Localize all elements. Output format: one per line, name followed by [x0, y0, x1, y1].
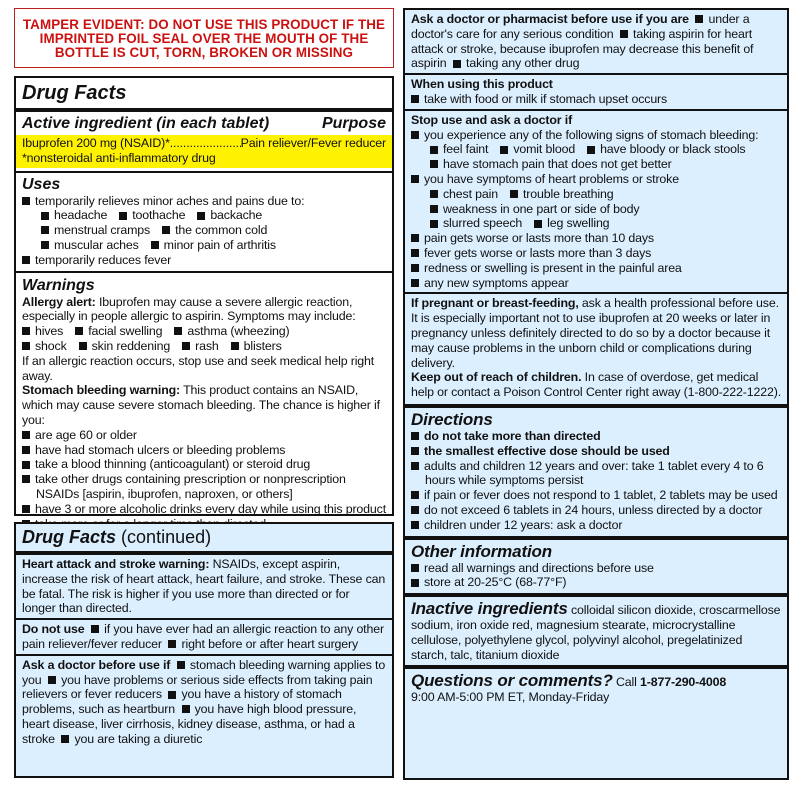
stop-use-label: Stop use and ask a doctor if	[411, 112, 573, 127]
questions-section	[405, 669, 787, 707]
stop-use-section	[405, 111, 787, 295]
ingredient-name: Ibuprofen 200 mg (NSAID)*	[22, 136, 170, 150]
ask-doctor-item: you have high blood pressure, heart disease, liver cirrhosis, kidney disease, asthma, or had a stroke	[22, 702, 357, 746]
warnings-section	[16, 273, 392, 534]
ask-doctor-label: Ask a doctor before use if	[22, 657, 171, 672]
questions-call: Call	[615, 675, 637, 690]
use-item: toothache	[132, 208, 186, 223]
bullet-icon	[41, 212, 49, 220]
drug-facts-title: Drug Facts	[22, 82, 127, 104]
directions-bold-item: do not take more than directed	[424, 428, 601, 443]
ask-pharmacist-item: taking aspirin for heart attack or stroke, because ibuprofen may decrease this benefit of aspirin	[411, 26, 754, 71]
stop-bleed-item: feel faint	[443, 142, 489, 157]
symptom-item: rash	[195, 338, 219, 353]
other-info-title: Other information	[411, 541, 553, 561]
bullet-icon	[411, 175, 419, 183]
bleeding-item: are age 60 or older	[35, 427, 137, 442]
drug-facts-continued-panel	[14, 522, 394, 778]
directions-item: if pain or fever does not respond to 1 tablet, 2 tablets may be used	[424, 488, 778, 503]
bullet-icon	[182, 705, 190, 713]
heart-warning-section	[16, 555, 392, 620]
bullet-icon	[430, 160, 438, 168]
other-info-item: store at 20-25°C (68-77°F)	[424, 575, 567, 590]
use-item: headache	[54, 208, 108, 223]
bullet-icon	[695, 15, 703, 23]
bleeding-item: take other drugs containing prescription or nonprescription NSAIDs [aspirin, ibuprofen, naproxen, or others]	[35, 472, 346, 501]
bullet-icon	[91, 625, 99, 633]
stop-use-intro: you experience any of the following signs of stomach bleeding:	[424, 127, 759, 142]
ask-pharmacist-label: Ask a doctor or pharmacist before use if you are	[411, 12, 689, 26]
bullet-icon	[162, 226, 170, 234]
allergy-alert-label: Allergy alert:	[22, 294, 96, 309]
bullet-icon	[182, 342, 190, 350]
symptom-item: skin reddening	[91, 338, 171, 353]
symptom-item: shock	[35, 338, 67, 353]
do-not-use-label: Do not use	[22, 622, 85, 637]
bullet-icon	[22, 197, 30, 205]
keep-out-text: In case of overdose, get medical help or contact a Poison Control Center right away (1-800-222-1222).	[411, 370, 781, 400]
bullet-icon	[22, 475, 30, 483]
bullet-icon	[534, 220, 542, 228]
inactive-text: colloidal silicon dioxide, croscarmellose sodium, iron oxide red, magnesium stearate, microcrystalline cellulose, polyethylene glycol, polyvinyl alcohol, pregelatinized starch, talc, titanium dioxide	[411, 603, 781, 662]
symptom-item: hives	[35, 324, 64, 339]
ask-pharmacist-item: taking any other drug	[466, 56, 580, 71]
stop-heart-item: weakness in one part or side of body	[443, 201, 640, 216]
use-item: muscular aches	[54, 237, 139, 252]
dot-leader	[170, 136, 241, 151]
use-item: the common cold	[175, 223, 268, 238]
bullet-icon	[22, 327, 30, 335]
bullet-icon	[75, 327, 83, 335]
bullet-icon	[22, 431, 30, 439]
bullet-icon	[79, 342, 87, 350]
bullet-icon	[411, 506, 419, 514]
active-ingredient-highlight	[16, 135, 392, 168]
other-info-item: read all warnings and directions before use	[424, 560, 654, 575]
symptom-item: facial swelling	[88, 324, 163, 339]
bullet-icon	[587, 146, 595, 154]
stop-bleed-item: have stomach pain that does not get better	[443, 157, 672, 172]
bullet-icon	[411, 279, 419, 287]
bullet-icon	[411, 131, 419, 139]
ask-doctor-section	[16, 656, 392, 749]
ask-doctor-item: you have a history of stomach problems, such as heartburn	[22, 687, 342, 717]
bleeding-item: have had stomach ulcers or bleeding problems	[35, 442, 286, 457]
drug-facts-header	[16, 78, 392, 112]
bullet-icon	[411, 264, 419, 272]
bullet-icon	[411, 447, 419, 455]
bullet-icon	[168, 640, 176, 648]
ask-doctor-item: you have problems or serious side effects from taking pain relievers or fever reducers	[22, 672, 373, 702]
stop-heart-item: slurred speech	[443, 216, 523, 231]
directions-bold-item: the smallest effective dose should be used	[424, 443, 670, 458]
when-using-item: take with food or milk if stomach upset occurs	[424, 91, 668, 106]
directions-title: Directions	[411, 409, 493, 429]
do-not-use-section	[16, 620, 392, 656]
bullet-icon	[411, 491, 419, 499]
bullet-icon	[22, 505, 30, 513]
bullet-icon	[48, 676, 56, 684]
bullet-icon	[231, 342, 239, 350]
bullet-icon	[500, 146, 508, 154]
stop-more-item: redness or swelling is present in the painful area	[424, 260, 682, 275]
continued-title: Drug Facts	[22, 527, 117, 547]
inactive-title: Inactive ingredients	[411, 599, 568, 619]
directions-item: children under 12 years: ask a doctor	[424, 517, 623, 532]
ask-doctor-item: stomach bleeding warning applies to you	[22, 657, 386, 687]
right-panel	[403, 8, 789, 780]
bullet-icon	[620, 30, 628, 38]
ask-pharmacist-section	[405, 10, 787, 75]
uses-section	[16, 173, 392, 273]
drug-facts-panel	[14, 76, 394, 516]
when-using-section	[405, 75, 787, 111]
use-item: menstrual cramps	[54, 223, 151, 238]
bullet-icon	[430, 220, 438, 228]
pregnant-section	[405, 294, 787, 408]
continued-suffix: (continued)	[121, 527, 212, 547]
active-ingredient-section	[16, 112, 392, 173]
stop-bleed-item: have bloody or black stools	[600, 142, 746, 157]
uses-intro: temporarily relieves minor aches and pains due to:	[35, 193, 305, 208]
allergy-after-text: If an allergic reaction occurs, stop use and seek medical help right away.	[22, 353, 375, 383]
bullet-icon	[430, 146, 438, 154]
bleeding-warning-text: This product contains an NSAID, which may cause severe stomach bleeding. The chance is higher if you:	[22, 383, 380, 427]
active-ingredient-heading: Active ingredient (in each tablet)	[22, 115, 270, 132]
questions-phone: 1-877-290-4008	[640, 675, 727, 690]
nsaid-footnote: *nonsteroidal anti-inflammatory drug	[22, 150, 216, 165]
pregnant-text: ask a health professional before use. It is especially important not to use ibuprofen at 20 weeks or later in pregnancy unless definitely directed to do so by a doctor because it may cause problems in the unborn child or complications during delivery.	[411, 296, 779, 370]
purpose-heading: Purpose	[321, 115, 386, 132]
bullet-icon	[411, 234, 419, 242]
ask-doctor-item: you are taking a diuretic	[74, 731, 203, 746]
bullet-icon	[174, 327, 182, 335]
bullet-icon	[411, 521, 419, 529]
warnings-title: Warnings	[22, 276, 95, 294]
directions-item: adults and children 12 years and over: take 1 tablet every 4 to 6 hours while symptoms persist	[424, 458, 764, 488]
ingredient-purpose: Pain reliever/Fever reducer	[240, 136, 386, 150]
symptom-item: blisters	[243, 338, 282, 353]
bullet-icon	[411, 462, 419, 470]
bullet-icon	[177, 661, 185, 669]
bullet-icon	[22, 342, 30, 350]
directions-item: do not exceed 6 tablets in 24 hours, unless directed by a doctor	[424, 502, 763, 517]
allergy-alert-text: Ibuprofen may cause a severe allergic reaction, especially in people allergic to aspirin. Symptoms may include:	[22, 294, 356, 324]
bullet-icon	[430, 205, 438, 213]
bullet-icon	[61, 735, 69, 743]
heart-warning-text: NSAIDs, except aspirin, increase the risk of heart attack, heart failure, and stroke. These can be fatal. The risk is higher if you use more than directed or for longer than directed.	[22, 557, 386, 616]
keep-out-label: Keep out of reach of children.	[411, 370, 582, 385]
bullet-icon	[411, 579, 419, 587]
continued-header	[16, 524, 392, 555]
bullet-icon	[197, 212, 205, 220]
bleeding-item: have 3 or more alcoholic drinks every day while using this product	[35, 501, 386, 516]
stop-more-item: pain gets worse or lasts more than 10 days	[424, 231, 654, 246]
bullet-icon	[430, 190, 438, 198]
bullet-icon	[119, 212, 127, 220]
bullet-icon	[453, 60, 461, 68]
tamper-warning: TAMPER EVIDENT: DO NOT USE THIS PRODUCT IF THE IMPRINTED FOIL SEAL OVER THE MOUTH OF THE BOTTLE IS CUT, TORN, BROKEN OR MISSING	[14, 8, 394, 68]
stop-more-item: fever gets worse or lasts more than 3 days	[424, 245, 652, 260]
bullet-icon	[411, 249, 419, 257]
bullet-icon	[411, 432, 419, 440]
do-not-use-item: if you have ever had an allergic reaction to any other pain reliever/fever reducer	[22, 622, 384, 651]
heart-warning-label: Heart attack and stroke warning:	[22, 557, 210, 571]
ask-pharmacist-item: under a doctor's care for any serious condition	[411, 12, 750, 41]
bullet-icon	[411, 564, 419, 572]
symptom-item: asthma (wheezing)	[187, 324, 290, 339]
questions-hours: 9:00 AM-5:00 PM ET, Monday-Friday	[411, 690, 610, 705]
bullet-icon	[168, 691, 176, 699]
bullet-icon	[41, 241, 49, 249]
bullet-icon	[510, 190, 518, 198]
use-item: minor pain of arthritis	[163, 237, 276, 252]
bullet-icon	[41, 226, 49, 234]
left-column	[14, 0, 394, 746]
stop-more-item: any new symptoms appear	[424, 275, 569, 290]
stop-heart-intro: you have symptoms of heart problems or stroke	[424, 171, 679, 186]
stop-bleed-item: vomit blood	[513, 142, 576, 157]
stop-heart-item: leg swelling	[547, 216, 610, 231]
bullet-icon	[151, 241, 159, 249]
stop-heart-item: trouble breathing	[522, 186, 614, 201]
bullet-icon	[22, 256, 30, 264]
uses-fever: temporarily reduces fever	[35, 252, 172, 267]
use-item: backache	[210, 208, 263, 223]
bullet-icon	[22, 446, 30, 454]
inactive-section	[405, 597, 787, 669]
do-not-use-item: right before or after heart surgery	[181, 636, 359, 651]
pregnant-label: If pregnant or breast-feeding,	[411, 296, 579, 311]
stop-heart-item: chest pain	[443, 186, 498, 201]
uses-title: Uses	[22, 175, 61, 193]
bleeding-warning-label: Stomach bleeding warning:	[22, 383, 181, 398]
bleeding-item: take a blood thinning (anticoagulant) or steroid drug	[35, 457, 311, 472]
when-using-label: When using this product	[411, 77, 553, 92]
bullet-icon	[411, 95, 419, 103]
directions-section	[405, 408, 787, 540]
questions-title: Questions or comments?	[411, 671, 613, 691]
other-info-section	[405, 540, 787, 598]
bullet-icon	[22, 461, 30, 469]
